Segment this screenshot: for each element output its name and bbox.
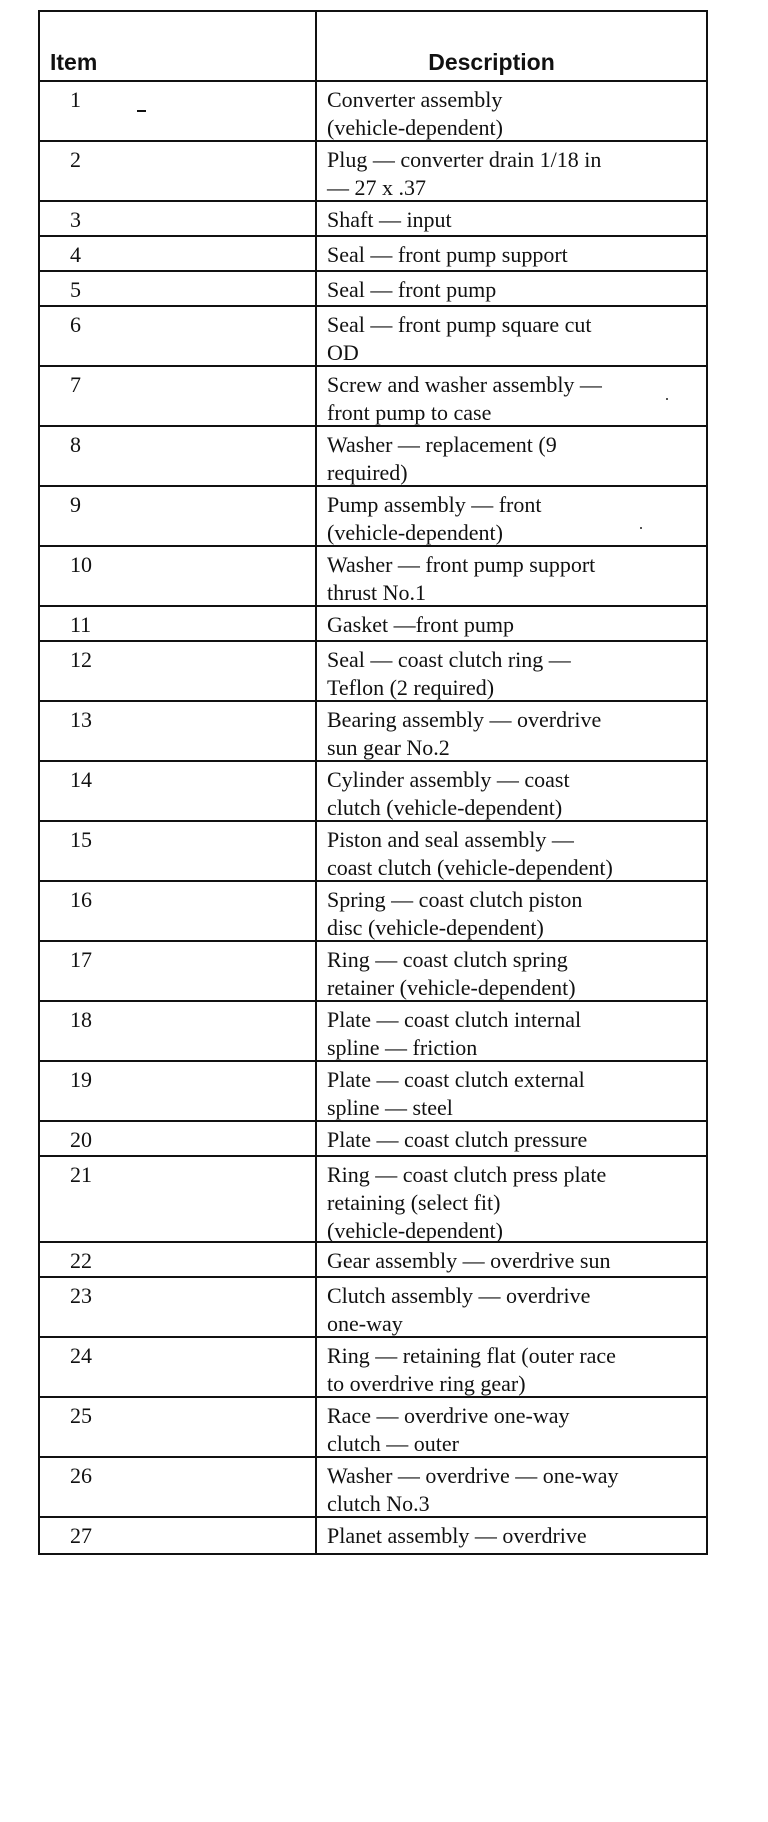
item-number: 10 bbox=[40, 547, 317, 605]
item-description: Plate — coast clutch internal spline — friction bbox=[327, 1007, 582, 1060]
item-number: 22 bbox=[40, 1243, 317, 1276]
item-description: Ring — coast clutch spring retainer (vehicle-dependent) bbox=[327, 947, 576, 1000]
item-number: 2 bbox=[40, 142, 317, 200]
item-description: Seal — front pump support bbox=[327, 242, 568, 267]
item-number: 16 bbox=[40, 882, 317, 940]
table-row bbox=[40, 1002, 706, 1062]
description-column-header: Description bbox=[428, 49, 555, 75]
table-row bbox=[40, 487, 706, 547]
item-number: 18 bbox=[40, 1002, 317, 1060]
item-number: 13 bbox=[40, 702, 317, 760]
item-description: Bearing assembly — overdrive sun gear No.2 bbox=[327, 707, 602, 760]
item-description: Seal — coast clutch ring — Teflon (2 required) bbox=[327, 647, 571, 700]
table-row bbox=[40, 307, 706, 367]
item-description: Screw and washer assembly — front pump to case bbox=[327, 372, 602, 425]
item-description: Washer — front pump support thrust No.1 bbox=[327, 552, 596, 605]
table-row bbox=[40, 702, 706, 762]
item-description: Ring — coast clutch press plate retaining (select fit) (vehicle-dependent) bbox=[327, 1162, 607, 1243]
item-description: Spring — coast clutch piston disc (vehicle-dependent) bbox=[327, 887, 583, 940]
item-description: Plate — coast clutch pressure bbox=[327, 1127, 588, 1152]
item-number: 24 bbox=[40, 1338, 317, 1396]
item-number: 25 bbox=[40, 1398, 317, 1456]
item-number: 11 bbox=[40, 607, 317, 640]
table-row bbox=[40, 762, 706, 822]
item-description: Plate — coast clutch external spline — steel bbox=[327, 1067, 585, 1120]
item-description: Washer — replacement (9 required) bbox=[327, 432, 557, 485]
item-number: 12 bbox=[40, 642, 317, 700]
table-row bbox=[40, 1122, 706, 1157]
table-row bbox=[40, 272, 706, 307]
parts-table bbox=[38, 10, 708, 1555]
table-row bbox=[40, 822, 706, 882]
item-number: 8 bbox=[40, 427, 317, 485]
table-row bbox=[40, 607, 706, 642]
item-number: 23 bbox=[40, 1278, 317, 1336]
table-row bbox=[40, 202, 706, 237]
item-description: Seal — front pump bbox=[327, 277, 497, 302]
table-row bbox=[40, 142, 706, 202]
item-number: 6 bbox=[40, 307, 317, 365]
table-row bbox=[40, 82, 706, 142]
item-number: 20 bbox=[40, 1122, 317, 1155]
item-description: Seal — front pump square cut OD bbox=[327, 312, 592, 365]
table-body bbox=[40, 82, 706, 1553]
item-description: Piston and seal assembly — coast clutch (vehicle-dependent) bbox=[327, 827, 613, 880]
item-number: 7 bbox=[40, 367, 317, 425]
table-row bbox=[40, 427, 706, 487]
item-column-header: Item bbox=[40, 12, 317, 80]
stray-dash-mark bbox=[137, 110, 146, 112]
item-description: Cylinder assembly — coast clutch (vehicle-dependent) bbox=[327, 767, 570, 820]
table-row bbox=[40, 367, 706, 427]
item-number: 17 bbox=[40, 942, 317, 1000]
table-row bbox=[40, 1062, 706, 1122]
item-number: 21 bbox=[40, 1157, 317, 1241]
item-number: 5 bbox=[40, 272, 317, 305]
item-description: Gasket —front pump bbox=[327, 612, 514, 637]
scan-speck bbox=[640, 527, 642, 529]
item-number: 19 bbox=[40, 1062, 317, 1120]
table-row bbox=[40, 237, 706, 272]
item-description: Planet assembly — overdrive bbox=[327, 1523, 587, 1548]
table-row bbox=[40, 1243, 706, 1278]
item-description: Gear assembly — overdrive sun bbox=[327, 1248, 611, 1273]
item-number: 14 bbox=[40, 762, 317, 820]
item-number: 3 bbox=[40, 202, 317, 235]
item-number: 15 bbox=[40, 822, 317, 880]
item-number: 26 bbox=[40, 1458, 317, 1516]
table-row bbox=[40, 642, 706, 702]
table-row bbox=[40, 882, 706, 942]
table-header bbox=[40, 12, 706, 82]
item-number: 9 bbox=[40, 487, 317, 545]
item-number: 1 bbox=[40, 82, 317, 140]
table-row bbox=[40, 1398, 706, 1458]
item-description: Ring — retaining flat (outer race to overdrive ring gear) bbox=[327, 1343, 616, 1396]
item-description: Pump assembly — front (vehicle-dependent) bbox=[327, 492, 542, 545]
item-description: Converter assembly (vehicle-dependent) bbox=[327, 87, 503, 140]
item-description: Washer — overdrive — one-way clutch No.3 bbox=[327, 1463, 619, 1516]
table-row bbox=[40, 1518, 706, 1553]
table-row bbox=[40, 1458, 706, 1518]
table-row bbox=[40, 547, 706, 607]
table-row bbox=[40, 942, 706, 1002]
item-description: Clutch assembly — overdrive one-way bbox=[327, 1283, 591, 1336]
item-description: Plug — converter drain 1/18 in — 27 x .37 bbox=[327, 147, 602, 200]
item-number: 4 bbox=[40, 237, 317, 270]
table-row bbox=[40, 1278, 706, 1338]
item-description: Race — overdrive one-way clutch — outer bbox=[327, 1403, 570, 1456]
table-row bbox=[40, 1338, 706, 1398]
scan-speck bbox=[666, 398, 668, 400]
item-description: Shaft — input bbox=[327, 207, 452, 232]
table-row bbox=[40, 1157, 706, 1243]
item-number: 27 bbox=[40, 1518, 317, 1553]
